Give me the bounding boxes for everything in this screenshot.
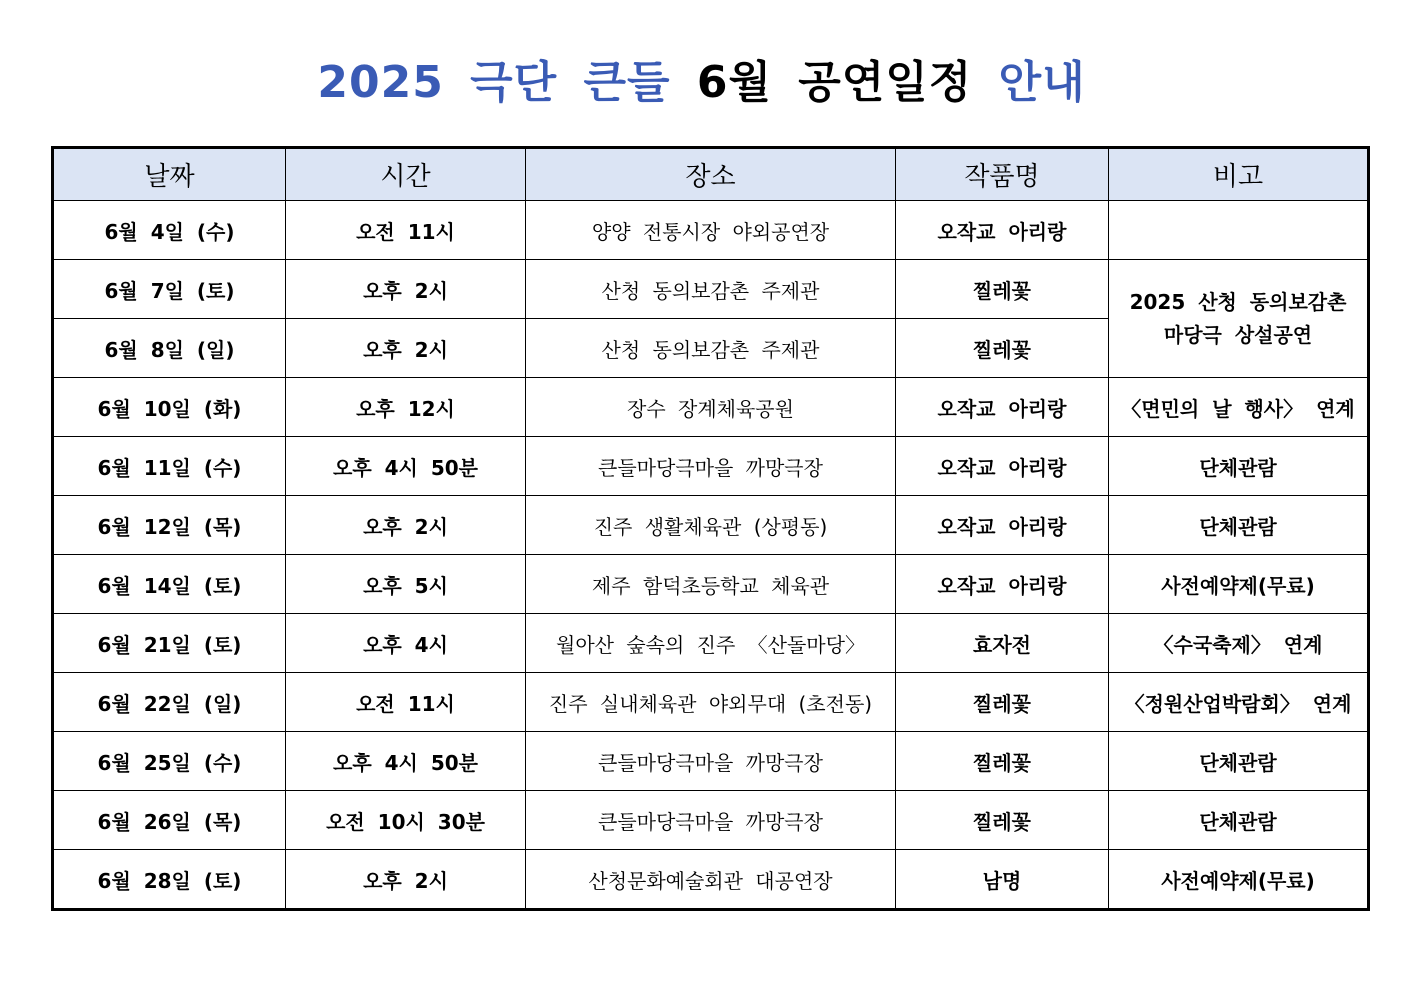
cell-date: 6월 22일 (일): [53, 673, 286, 732]
cell-work: 찔레꽃: [896, 319, 1109, 378]
cell-note: 사전예약제(무료): [1109, 555, 1369, 614]
cell-work: 오작교 아리랑: [896, 201, 1109, 260]
table-row: [53, 201, 1369, 260]
header-date: 날짜: [53, 148, 286, 201]
cell-time: 오후 2시: [286, 850, 526, 910]
table-row: [53, 732, 1369, 791]
cell-work: 찔레꽃: [896, 791, 1109, 850]
cell-place: 큰들마당극마을 까망극장: [526, 732, 896, 791]
header-place: 장소: [526, 148, 896, 201]
table-row: [53, 378, 1369, 437]
cell-date: 6월 8일 (일): [53, 319, 286, 378]
cell-note: 〈수국축제〉 연계: [1109, 614, 1369, 673]
cell-date: 6월 28일 (토): [53, 850, 286, 910]
cell-time: 오전 11시: [286, 673, 526, 732]
merged-note-line1: 2025 산청 동의보감촌: [1129, 289, 1347, 314]
cell-time: 오후 2시: [286, 260, 526, 319]
cell-place: 큰들마당극마을 까망극장: [526, 791, 896, 850]
table-row: [53, 437, 1369, 496]
cell-work: 찔레꽃: [896, 732, 1109, 791]
header-note: 비고: [1109, 148, 1369, 201]
cell-time: 오전 10시 30분: [286, 791, 526, 850]
cell-note-merged: [1109, 260, 1369, 378]
cell-date: 6월 11일 (수): [53, 437, 286, 496]
table-row: [53, 260, 1369, 319]
cell-work: 오작교 아리랑: [896, 378, 1109, 437]
cell-work: 오작교 아리랑: [896, 496, 1109, 555]
cell-date: 6월 7일 (토): [53, 260, 286, 319]
cell-place: 진주 생활체육관 (상평동): [526, 496, 896, 555]
page-title: [0, 52, 1403, 114]
table-row: [53, 496, 1369, 555]
header-work: 작품명: [896, 148, 1109, 201]
merged-note-line2: 마당극 상설공연: [1163, 322, 1313, 347]
cell-place: 제주 함덕초등학교 체육관: [526, 555, 896, 614]
cell-date: 6월 14일 (토): [53, 555, 286, 614]
table-row: [53, 555, 1369, 614]
table-row: [53, 791, 1369, 850]
cell-note: [1109, 201, 1369, 260]
table-header-row: [53, 148, 1369, 201]
table-row: [53, 673, 1369, 732]
cell-place: 큰들마당극마을 까망극장: [526, 437, 896, 496]
cell-work: 효자전: [896, 614, 1109, 673]
cell-work: 찔레꽃: [896, 260, 1109, 319]
cell-place: 월아산 숲속의 진주 〈산돌마당〉: [526, 614, 896, 673]
cell-place: 양양 전통시장 야외공연장: [526, 201, 896, 260]
cell-place: 장수 장계체육공원: [526, 378, 896, 437]
cell-time: 오전 11시: [286, 201, 526, 260]
cell-place: 산청문화예술회관 대공연장: [526, 850, 896, 910]
cell-time: 오후 12시: [286, 378, 526, 437]
cell-time: 오후 2시: [286, 319, 526, 378]
cell-note: 단체관람: [1109, 437, 1369, 496]
cell-work: 남명: [896, 850, 1109, 910]
title-part-blue-end: 안내: [998, 57, 1086, 108]
cell-note: 단체관람: [1109, 732, 1369, 791]
cell-place: 진주 실내체육관 야외무대 (초전동): [526, 673, 896, 732]
cell-note: 〈정원산업박람회〉 연계: [1109, 673, 1369, 732]
cell-note: 〈면민의 날 행사〉 연계: [1109, 378, 1369, 437]
cell-time: 오후 4시: [286, 614, 526, 673]
cell-time: 오후 5시: [286, 555, 526, 614]
cell-work: 오작교 아리랑: [896, 555, 1109, 614]
cell-date: 6월 25일 (수): [53, 732, 286, 791]
table-row: [53, 614, 1369, 673]
title-part-blue: 2025 극단 큰들: [317, 57, 671, 108]
table-row: [53, 850, 1369, 910]
cell-date: 6월 21일 (토): [53, 614, 286, 673]
schedule-table: [51, 146, 1370, 911]
cell-time: 오후 4시 50분: [286, 732, 526, 791]
header-time: 시간: [286, 148, 526, 201]
cell-date: 6월 26일 (목): [53, 791, 286, 850]
cell-note: 단체관람: [1109, 791, 1369, 850]
title-part-black: 6월 공연일정: [696, 57, 973, 108]
cell-place: 산청 동의보감촌 주제관: [526, 319, 896, 378]
cell-work: 찔레꽃: [896, 673, 1109, 732]
cell-date: 6월 10일 (화): [53, 378, 286, 437]
cell-time: 오후 2시: [286, 496, 526, 555]
cell-work: 오작교 아리랑: [896, 437, 1109, 496]
cell-place: 산청 동의보감촌 주제관: [526, 260, 896, 319]
cell-date: 6월 4일 (수): [53, 201, 286, 260]
cell-time: 오후 4시 50분: [286, 437, 526, 496]
cell-note: 사전예약제(무료): [1109, 850, 1369, 910]
cell-note: 단체관람: [1109, 496, 1369, 555]
cell-date: 6월 12일 (목): [53, 496, 286, 555]
